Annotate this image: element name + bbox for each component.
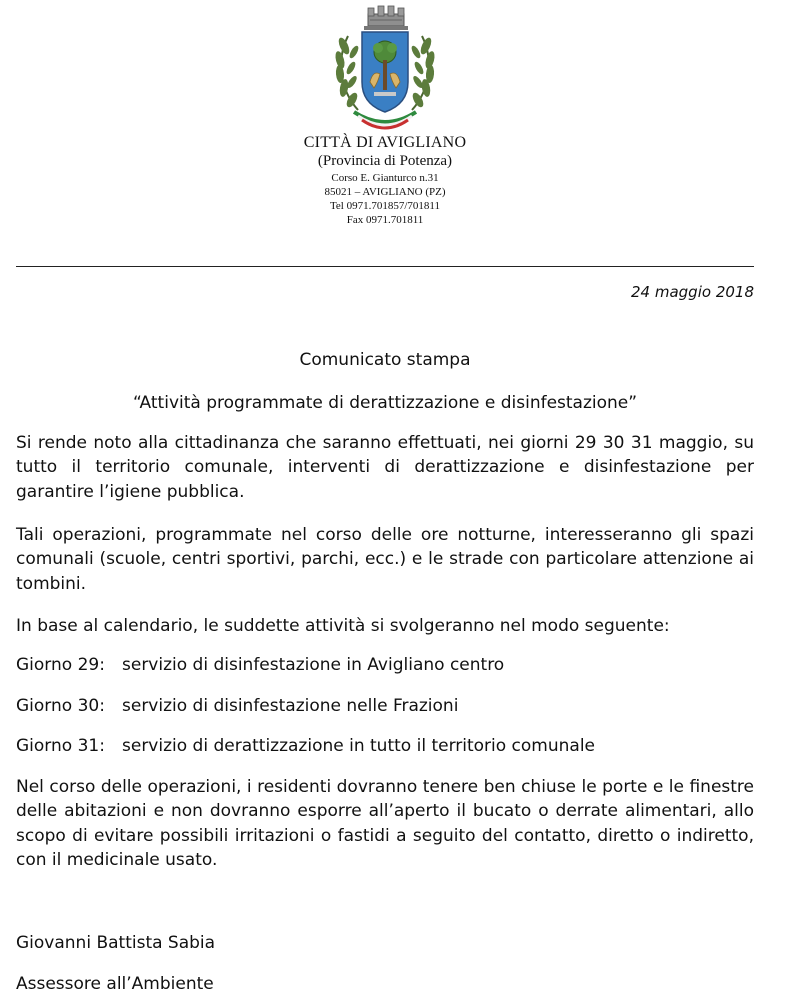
paragraph-intro: Si rende noto alla cittadinanza che saranno effettuati, nei giorni 29 30 31 maggio, su tutto il territorio comunale, interventi di derattizzazione e disinfestazione per garantire l’igiene pubblica. [16,433,754,502]
schedule-activity: servizio di derattizzazione in tutto il territorio comunale [122,736,596,756]
fax-line: Fax 0971.701811 [346,214,424,226]
postal-line: 85021 – AVIGLIANO (PZ) [324,186,446,198]
crown-icon [364,6,408,30]
city-name: CITTÀ DI AVIGLIANO [303,134,467,151]
document-subject: “Attività programmate di derattizzazione e disinfestazione” [132,393,638,413]
ribbon-tricolor [354,112,416,128]
schedule-day: Giorno 31: [16,736,105,756]
laurel-branch-right [410,36,436,110]
schedule-day: Giorno 30: [16,696,105,716]
header-divider [16,266,754,267]
schedule-row [16,734,754,758]
paragraph-operations: Tali operazioni, programmate nel corso delle ore notturne, interesseranno gli spazi comunali (scuole, centri sportivi, parchi, ecc.) e le strade con particolare attenzione ai tombini. [16,525,754,594]
document-date: 24 maggio 2018 [631,283,754,301]
document-type-title: Comunicato stampa [299,350,471,370]
schedule-activity: servizio di disinfestazione nelle Frazioni [122,696,459,716]
signature-name: Giovanni Battista Sabia [16,933,216,953]
schedule-row [16,694,754,718]
signature-role: Assessore all’Ambiente [16,974,214,994]
coat-of-arms-emblem [318,0,452,130]
schedule-day: Giorno 29: [16,655,105,675]
schedule-row [16,653,754,677]
shield-icon [362,32,408,112]
telephone-line: Tel 0971.701857/701811 [329,200,441,212]
paragraph-calendar: In base al calendario, le suddette attività si svolgeranno nel modo seguente: [16,616,670,636]
laurel-branch-left [334,36,360,110]
address-line: Corso E. Gianturco n.31 [331,172,439,184]
schedule-activity: servizio di disinfestazione in Avigliano centro [122,655,505,675]
province-label: (Provincia di Potenza) [317,153,453,169]
paragraph-closing: Nel corso delle operazioni, i residenti dovranno tenere ben chiuse le porte e le finestre delle abitazioni e non dovranno esporre all’aperto il bucato o derrate alimentari, allo scopo di evitare possibili irritazioni o fastidi a seguito del contatto, diretto o indiretto, con il medicinale usato. [16,777,754,870]
